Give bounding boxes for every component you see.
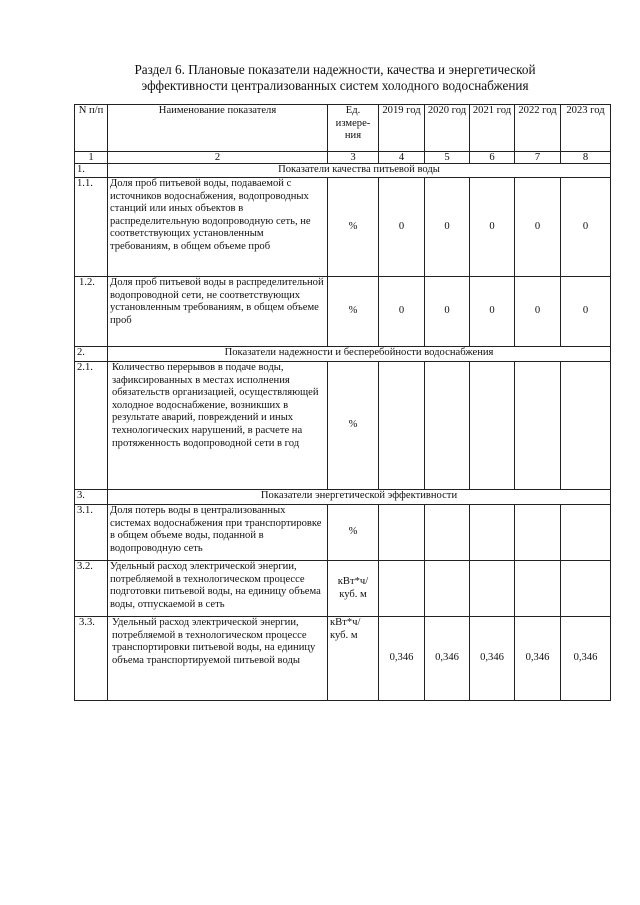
value-2021 — [470, 505, 515, 561]
header-2023: 2023 год — [561, 105, 611, 152]
value-2019 — [379, 561, 425, 617]
header-2019: 2019 год — [379, 105, 425, 152]
value-2023 — [561, 505, 611, 561]
value-2020 — [425, 505, 470, 561]
section-title: Показатели надежности и бесперебойности водоснабжения — [108, 347, 611, 362]
col-number: 6 — [470, 152, 515, 164]
value-2020: 0 — [425, 277, 470, 347]
section-num: 1. — [75, 164, 108, 178]
title-line-1: Раздел 6. Плановые показатели надежности, качества и энергетической — [134, 62, 536, 77]
header-row — [75, 105, 611, 152]
section-title: Показатели качества питьевой воды — [108, 164, 611, 178]
col-number: 1 — [75, 152, 108, 164]
row-num: 2.1. — [75, 362, 108, 490]
column-number-row — [75, 152, 611, 164]
section-num: 2. — [75, 347, 108, 362]
section-row — [75, 164, 611, 178]
value-2023 — [561, 362, 611, 490]
row-name: Удельный расход электрической энергии, потребляемой в технологическом процессе транспортировки питьевой воды, на единицу объема транспортируемой питьевой воды — [108, 617, 328, 701]
value-2023: 0,346 — [561, 617, 611, 701]
value-2019: 0 — [379, 178, 425, 277]
col-number: 8 — [561, 152, 611, 164]
col-number: 2 — [108, 152, 328, 164]
value-2022: 0 — [515, 277, 561, 347]
value-2019 — [379, 505, 425, 561]
value-2019: 0,346 — [379, 617, 425, 701]
row-name: Количество перерывов в подаче воды, зафиксированных в местах исполнения обязательств организацией, осуществляющей холодное водоснабжение, возникших в результате аварий, повреждений и иных технологических нарушений, в расчете на протяженность водопроводной сети в год — [108, 362, 328, 490]
value-2020 — [425, 561, 470, 617]
header-unit: Ед. измере- ния — [328, 105, 379, 152]
row-unit: % — [328, 277, 379, 347]
row-name: Доля потерь воды в централизованных системах водоснабжения при транспортировке в общем объеме воды, поданной в водопроводную сеть — [108, 505, 328, 561]
header-num: N п/п — [75, 105, 108, 152]
row-name: Доля проб питьевой воды, подаваемой с источников водоснабжения, водопроводных станций или иных объектов в распределительную водопроводную сеть, не соответствующих установленным требованиям, в общем объеме проб — [108, 178, 328, 277]
value-2022 — [515, 505, 561, 561]
value-2023: 0 — [561, 277, 611, 347]
section-num: 3. — [75, 490, 108, 505]
value-2019 — [379, 362, 425, 490]
row-num: 1.1. — [75, 178, 108, 277]
title-line-2: эффективности централизованных систем холодного водоснабжения — [141, 78, 529, 93]
value-2021: 0 — [470, 178, 515, 277]
col-number: 7 — [515, 152, 561, 164]
value-2020 — [425, 362, 470, 490]
col-number: 5 — [425, 152, 470, 164]
table-row — [75, 277, 611, 347]
indicators-table — [74, 104, 611, 701]
section-row — [75, 490, 611, 505]
col-number: 3 — [328, 152, 379, 164]
row-unit: кВт*ч/ куб. м — [328, 617, 379, 701]
row-num: 3.3. — [75, 617, 108, 701]
table-row — [75, 178, 611, 277]
row-unit: кВт*ч/куб. м — [328, 561, 379, 617]
value-2021 — [470, 561, 515, 617]
col-number: 4 — [379, 152, 425, 164]
table-row — [75, 561, 611, 617]
value-2022 — [515, 561, 561, 617]
row-num: 1.2. — [75, 277, 108, 347]
value-2021: 0,346 — [470, 617, 515, 701]
value-2020: 0,346 — [425, 617, 470, 701]
header-name: Наименование показателя — [108, 105, 328, 152]
value-2021 — [470, 362, 515, 490]
row-name: Удельный расход электрической энергии, потребляемой в технологическом процессе подготовки питьевой воды, на единицу объема воды, отпускаемой в сеть — [108, 561, 328, 617]
value-2019: 0 — [379, 277, 425, 347]
row-unit: % — [328, 362, 379, 490]
row-unit: % — [328, 178, 379, 277]
header-2022: 2022 год — [515, 105, 561, 152]
value-2021: 0 — [470, 277, 515, 347]
row-unit: % — [328, 505, 379, 561]
document-title — [0, 62, 640, 94]
table-row — [75, 505, 611, 561]
value-2022: 0 — [515, 178, 561, 277]
value-2023 — [561, 561, 611, 617]
header-2021: 2021 год — [470, 105, 515, 152]
row-num: 3.2. — [75, 561, 108, 617]
table-row — [75, 617, 611, 701]
value-2022: 0,346 — [515, 617, 561, 701]
header-2020: 2020 год — [425, 105, 470, 152]
value-2020: 0 — [425, 178, 470, 277]
row-num: 3.1. — [75, 505, 108, 561]
row-name: Доля проб питьевой воды в распределительной водопроводной сети, не соответствующих установленным требованиям, в общем объеме проб — [108, 277, 328, 347]
section-row — [75, 347, 611, 362]
value-2023: 0 — [561, 178, 611, 277]
table-row — [75, 362, 611, 490]
value-2022 — [515, 362, 561, 490]
section-title: Показатели энергетической эффективности — [108, 490, 611, 505]
